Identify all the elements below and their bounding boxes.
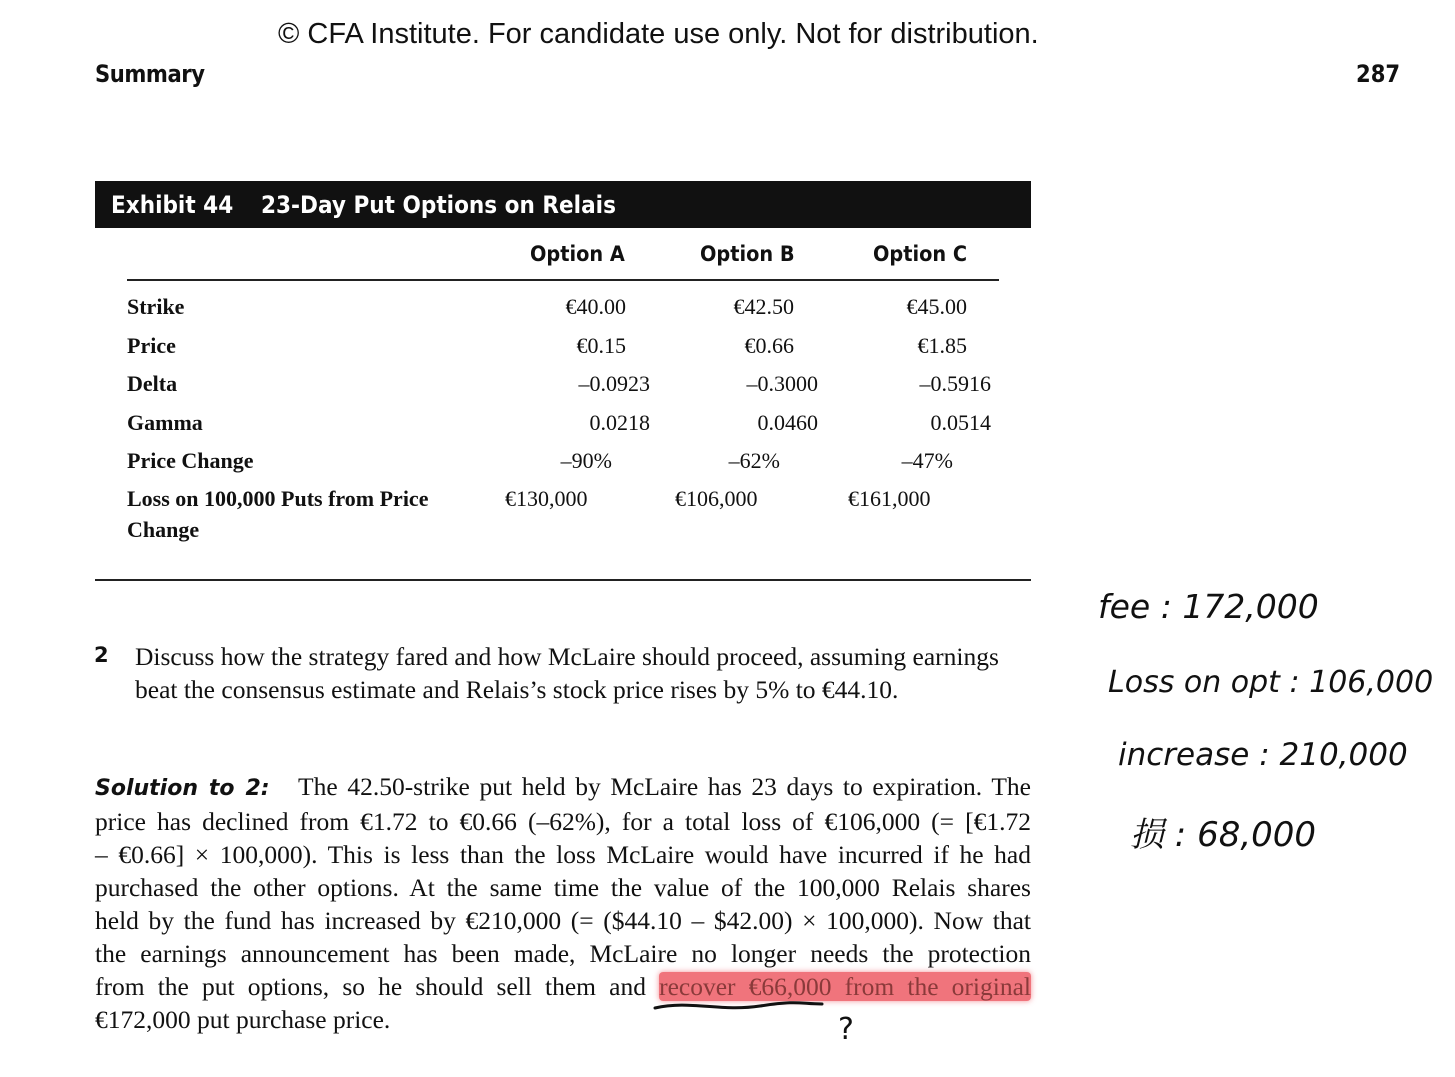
solution-label: Solution to 2: [95,776,270,801]
note-loss-on-option: Loss on opt : 106,000 [1108,665,1434,700]
row-label-delta: Delta [127,371,178,396]
question-number: 2 [94,643,109,667]
exhibit-number: Exhibit 44 [111,191,234,219]
table-cell: 0.0460 [757,410,818,435]
solution-line: purchased the other options. At the same time the value of the 100,000 Relais shares [95,873,1031,902]
question-mark-annotation: ? [838,1012,854,1047]
note-net: 损 : 68,000 [1130,815,1317,855]
table-cell: €161,000 [848,486,931,511]
page-number: 287 [1356,60,1401,88]
table-cell: –62% [728,448,780,473]
question-text: Discuss how the strategy fared and how McLaire should proceed, assuming earnings beat the consensus estimate and Relais’s stock price rises by 5% to €44.10. [135,642,999,704]
solution-line: – €0.66] × 100,000). This is less than the loss McLaire would have incurred if he had [95,840,1031,869]
table-cell: –90% [560,448,612,473]
row-label-price-change: Price Change [127,448,254,473]
exhibit-title: 23-Day Put Options on Relais [261,191,616,219]
column-header-option-c: Option C [873,242,968,266]
table-cell: €0.15 [576,333,626,358]
table-cell: 0.0218 [589,410,650,435]
table-cell: €1.85 [917,333,967,358]
table-cell: €130,000 [505,486,588,511]
table-cell: €40.00 [565,294,626,319]
section-title: Summary [95,60,205,88]
table-cell: €0.66 [744,333,794,358]
highlighted-text: recover €66,000 from the original [659,972,1031,1001]
note-fee: fee : 172,000 [1098,587,1319,626]
table-cell: –47% [901,448,953,473]
table-cell: –0.5916 [919,371,991,396]
note-increase: increase : 210,000 [1118,737,1408,773]
table-cell: €106,000 [675,486,758,511]
row-label-strike: Strike [127,294,185,319]
solution-line: €172,000 put purchase price. [95,1005,391,1034]
row-label-gamma: Gamma [127,410,203,435]
column-header-option-b: Option B [700,242,795,266]
table-cell: €42.50 [733,294,794,319]
column-header-option-a: Option A [530,242,625,266]
table-cell: 0.0514 [930,410,991,435]
row-label-loss-continued: Change [127,517,200,542]
table-cell: €45.00 [906,294,967,319]
solution-line: the earnings announcement has been made, McLaire no longer needs the protection [95,939,1031,968]
underline-squiggle [655,1003,822,1008]
solution-line: held by the fund has increased by €210,000 (= ($44.10 – $42.00) × 100,000). Now that [95,906,1031,935]
table-cell: –0.3000 [746,371,818,396]
row-label-price: Price [127,333,176,358]
row-label-loss: Loss on 100,000 Puts from Price [127,486,429,511]
solution-line: Solution to 2: The 42.50-strike put held by McLaire has 23 days to expiration. The [95,772,1031,801]
solution-line: from the put options, so he should sell them and recover €66,000 from the original [95,972,1031,1001]
copyright-notice: © CFA Institute. For candidate use only. Not for distribution. [278,18,1039,50]
solution-line: price has declined from €1.72 to €0.66 (–62%), for a total loss of €106,000 (= [€1.72 [95,807,1031,836]
table-cell: –0.0923 [578,371,650,396]
